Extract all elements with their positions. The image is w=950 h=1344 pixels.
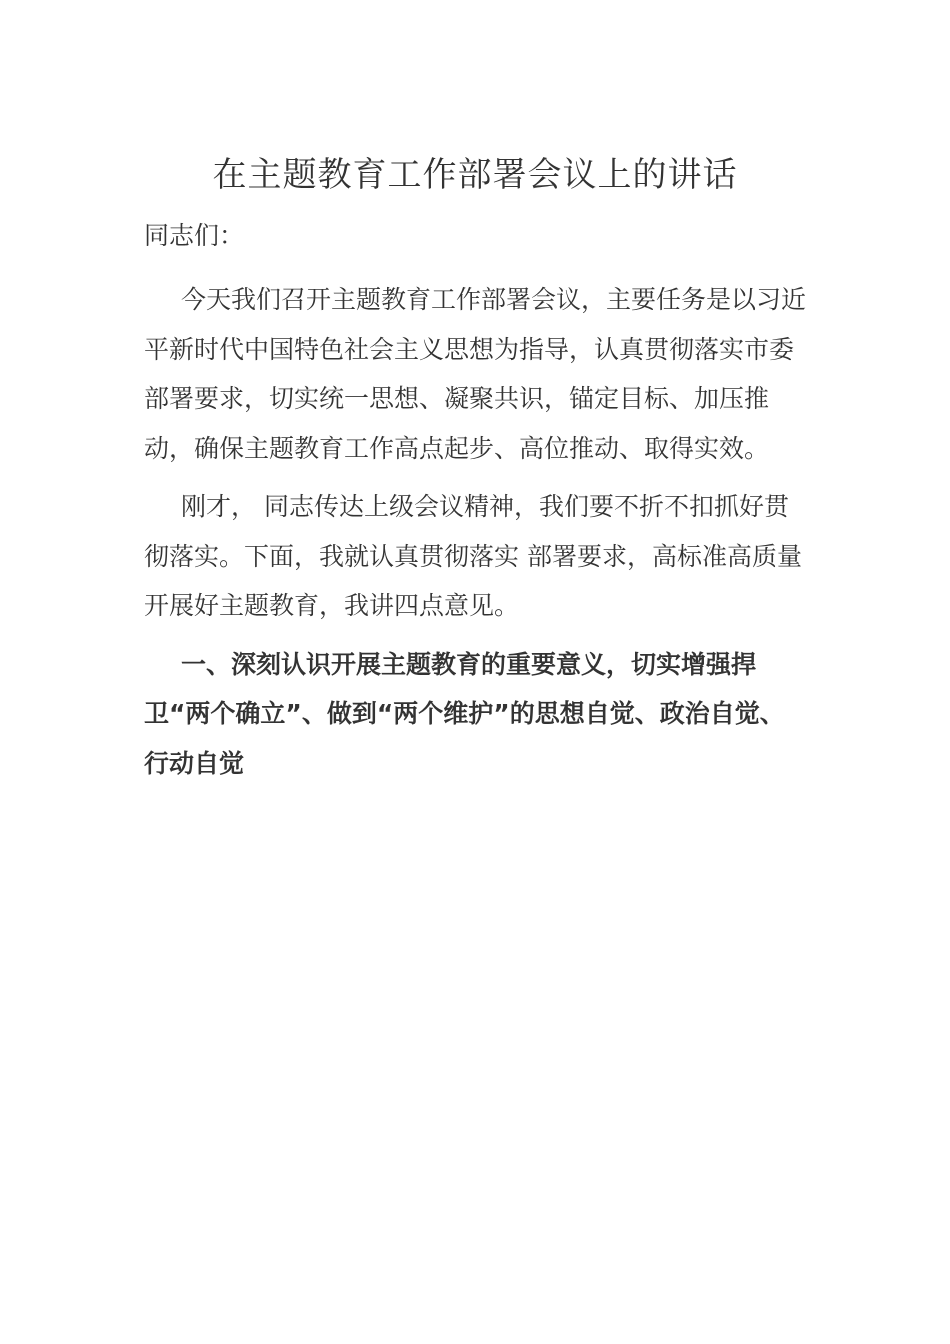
paragraph-2: 刚才， 同志传达上级会议精神，我们要不折不扣抓好贯彻落实。下面，我就认真贯彻落实 部署要求，高标准高质量开展好主题教育，我讲四点意见。 (144, 492, 802, 620)
document-body (144, 216, 806, 788)
paragraph-1: 今天我们召开主题教育工作部署会议，主要任务是以习近平新时代中国特色社会主义思想为指导，认真贯彻落实市委部署要求，切实统一思想、凝聚共识，锚定目标、加压推动，确保主题教育工作高点起步、高位推动、取得实效。 (144, 285, 807, 463)
document-title: 在主题教育工作部署会议上的讲话 (212, 155, 738, 195)
salutation: 同志们： (144, 221, 245, 250)
section-heading-1: 一、深刻认识开展主题教育的重要意义，切实增强捍卫“两个确立”、做到“两个维护”的思想自觉、政治自觉、行动自觉 (144, 649, 785, 778)
